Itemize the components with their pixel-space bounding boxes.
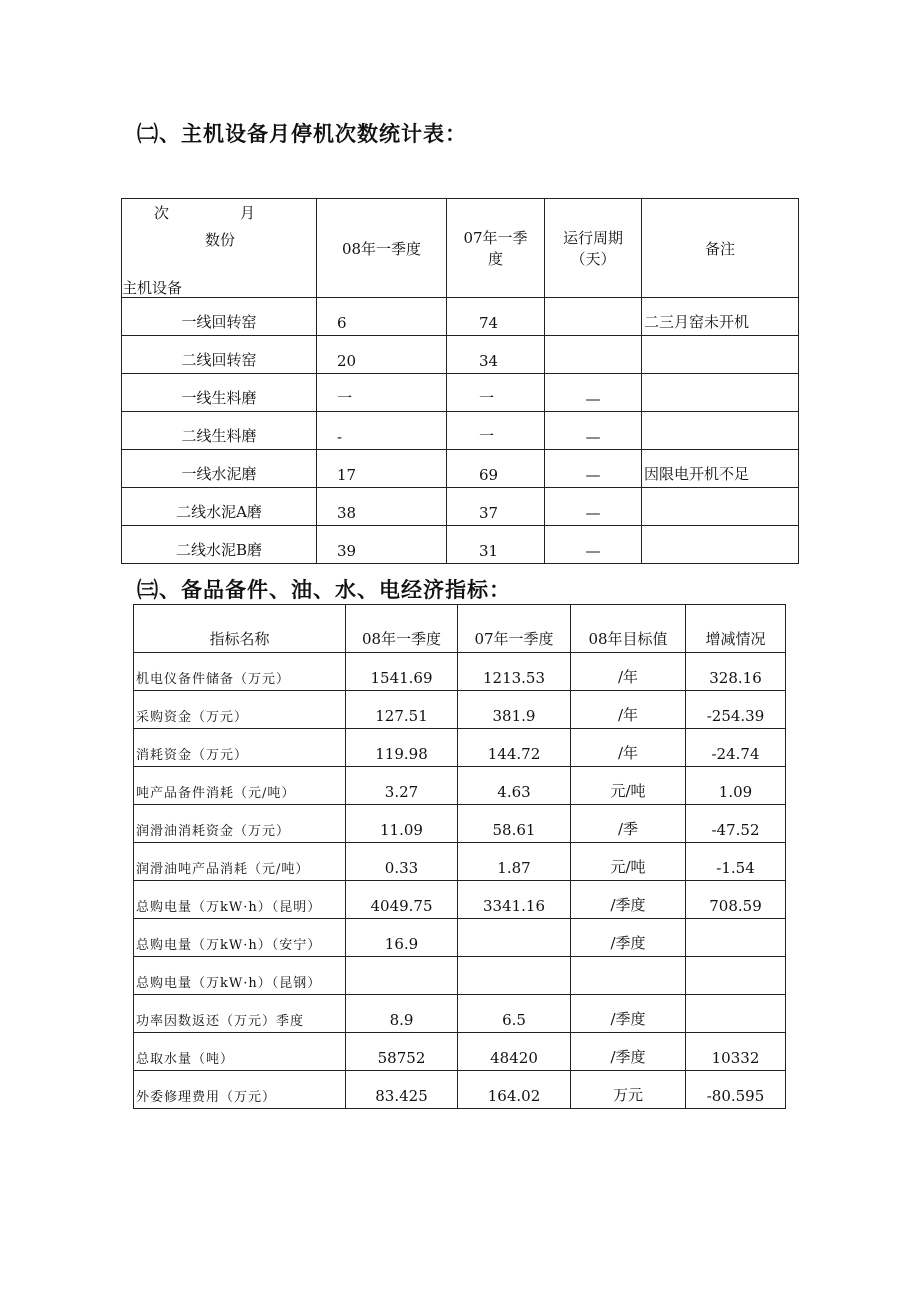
q07-count-cell: 74: [447, 298, 545, 336]
indicator-name-cell: 外委修理费用（万元）: [134, 1071, 346, 1109]
corner-header-cell: [122, 199, 317, 298]
indicator-name-cell: 采购资金（万元）: [134, 691, 346, 729]
q08-value-cell: 4049.75: [346, 881, 458, 919]
change-cell: -1.54: [686, 843, 786, 881]
q07-count-cell: 69: [447, 450, 545, 488]
indicator-name-cell: 总取水量（吨）: [134, 1033, 346, 1071]
q08-value-cell: [346, 957, 458, 995]
change-cell: 10332: [686, 1033, 786, 1071]
q07-count-cell: 一: [447, 412, 545, 450]
target-cell: /年: [571, 729, 686, 767]
cycle-cell: [545, 298, 642, 336]
cycle-cell: —: [545, 450, 642, 488]
header-target: 08年目标值: [571, 605, 686, 653]
header-q07-line2: 度: [487, 250, 503, 268]
table-row: [134, 691, 786, 729]
indicator-name-cell: 润滑油吨产品消耗（元/吨）: [134, 843, 346, 881]
target-cell: 万元: [571, 1071, 686, 1109]
q08-count-cell: 6: [317, 298, 447, 336]
indicator-name-cell: 总购电量（万kW·h）（安宁）: [134, 919, 346, 957]
table-row: [134, 805, 786, 843]
change-cell: -47.52: [686, 805, 786, 843]
table-row: [122, 298, 799, 336]
indicator-name-cell: 润滑油消耗资金（万元）: [134, 805, 346, 843]
q08-count-cell: -: [317, 412, 447, 450]
change-cell: -24.74: [686, 729, 786, 767]
table-row: [122, 336, 799, 374]
target-cell: /年: [571, 691, 686, 729]
q08-value-cell: 8.9: [346, 995, 458, 1033]
economic-indicator-table: [133, 604, 786, 1109]
note-cell: [642, 488, 799, 526]
table-row: [122, 450, 799, 488]
q08-value-cell: 119.98: [346, 729, 458, 767]
note-cell: 二三月窑未开机: [642, 298, 799, 336]
note-cell: [642, 336, 799, 374]
cycle-cell: —: [545, 526, 642, 564]
indicator-name-cell: 总购电量（万kW·h）（昆明）: [134, 881, 346, 919]
note-cell: 因限电开机不足: [642, 450, 799, 488]
change-cell: -80.595: [686, 1071, 786, 1109]
table-row: [122, 488, 799, 526]
equipment-name-cell: 一线回转窑: [122, 298, 317, 336]
q07-value-cell: 144.72: [458, 729, 571, 767]
note-cell: [642, 412, 799, 450]
header-note: 备注: [642, 199, 799, 298]
target-cell: /季度: [571, 1033, 686, 1071]
change-cell: 1.09: [686, 767, 786, 805]
q08-value-cell: 58752: [346, 1033, 458, 1071]
q07-value-cell: 58.61: [458, 805, 571, 843]
q08-value-cell: 3.27: [346, 767, 458, 805]
target-cell: 元/吨: [571, 843, 686, 881]
q08-count-cell: 38: [317, 488, 447, 526]
cycle-cell: [545, 336, 642, 374]
q08-count-cell: 20: [317, 336, 447, 374]
target-cell: /季: [571, 805, 686, 843]
header-q07-line1: 07年一季: [463, 229, 528, 247]
header-indicator-name: 指标名称: [134, 605, 346, 653]
target-cell: /年: [571, 653, 686, 691]
q07-value-cell: 48420: [458, 1033, 571, 1071]
q07-count-cell: 37: [447, 488, 545, 526]
change-cell: [686, 919, 786, 957]
table-row: [134, 653, 786, 691]
table-row: [134, 957, 786, 995]
corner-label-bottom: 主机设备: [122, 279, 183, 297]
header-q08: 08年一季度: [346, 605, 458, 653]
equipment-name-cell: 二线生料磨: [122, 412, 317, 450]
table-row: [134, 919, 786, 957]
cycle-cell: —: [545, 412, 642, 450]
section2-title: ㈡、主机设备月停机次数统计表：: [137, 121, 467, 146]
q08-value-cell: 83.425: [346, 1071, 458, 1109]
q08-value-cell: 11.09: [346, 805, 458, 843]
table-row: [134, 843, 786, 881]
q07-value-cell: 1.87: [458, 843, 571, 881]
header-cycle-line1: 运行周期: [562, 229, 623, 247]
q08-value-cell: 16.9: [346, 919, 458, 957]
table-header-row: [134, 605, 786, 653]
indicator-name-cell: 功率因数返还（万元）季度: [134, 995, 346, 1033]
equipment-name-cell: 一线水泥磨: [122, 450, 317, 488]
target-cell: /季度: [571, 881, 686, 919]
table-row: [122, 412, 799, 450]
q07-value-cell: [458, 919, 571, 957]
header-cycle: [545, 199, 642, 298]
q07-value-cell: 381.9: [458, 691, 571, 729]
corner-label-top-left: 次: [154, 204, 170, 222]
shutdown-count-table: [121, 198, 799, 564]
header-q07: [447, 199, 545, 298]
q07-value-cell: 4.63: [458, 767, 571, 805]
table-row: [134, 881, 786, 919]
equipment-name-cell: 二线水泥A磨: [122, 488, 317, 526]
change-cell: [686, 957, 786, 995]
indicator-name-cell: 消耗资金（万元）: [134, 729, 346, 767]
q08-value-cell: 1541.69: [346, 653, 458, 691]
q07-value-cell: 164.02: [458, 1071, 571, 1109]
q07-count-cell: 34: [447, 336, 545, 374]
target-cell: [571, 957, 686, 995]
q07-count-cell: 31: [447, 526, 545, 564]
change-cell: 328.16: [686, 653, 786, 691]
table-header-row: [122, 199, 799, 298]
q07-value-cell: 3341.16: [458, 881, 571, 919]
q07-value-cell: [458, 957, 571, 995]
header-cycle-line2: （天）: [570, 250, 616, 268]
header-q07: 07年一季度: [458, 605, 571, 653]
header-q08: 08年一季度: [317, 199, 447, 298]
cycle-cell: —: [545, 374, 642, 412]
change-cell: -254.39: [686, 691, 786, 729]
change-cell: [686, 995, 786, 1033]
table-row: [134, 729, 786, 767]
equipment-name-cell: 二线水泥B磨: [122, 526, 317, 564]
header-change: 增减情况: [686, 605, 786, 653]
table-row: [134, 995, 786, 1033]
q07-value-cell: 1213.53: [458, 653, 571, 691]
table-row: [122, 374, 799, 412]
corner-label-top-right: 月: [240, 204, 256, 222]
indicator-name-cell: 吨产品备件消耗（元/吨）: [134, 767, 346, 805]
equipment-name-cell: 二线回转窑: [122, 336, 317, 374]
target-cell: /季度: [571, 919, 686, 957]
table-row: [122, 526, 799, 564]
q08-count-cell: 39: [317, 526, 447, 564]
cycle-cell: —: [545, 488, 642, 526]
table-row: [134, 767, 786, 805]
q07-value-cell: 6.5: [458, 995, 571, 1033]
change-cell: 708.59: [686, 881, 786, 919]
q08-value-cell: 0.33: [346, 843, 458, 881]
q08-value-cell: 127.51: [346, 691, 458, 729]
table-row: [134, 1071, 786, 1109]
q07-count-cell: 一: [447, 374, 545, 412]
note-cell: [642, 526, 799, 564]
indicator-name-cell: 总购电量（万kW·h）（昆钢）: [134, 957, 346, 995]
target-cell: /季度: [571, 995, 686, 1033]
corner-label-mid: 数份: [205, 231, 236, 249]
table-row: [134, 1033, 786, 1071]
q08-count-cell: 一: [317, 374, 447, 412]
indicator-name-cell: 机电仪备件储备（万元）: [134, 653, 346, 691]
note-cell: [642, 374, 799, 412]
equipment-name-cell: 一线生料磨: [122, 374, 317, 412]
q08-count-cell: 17: [317, 450, 447, 488]
section3-title: ㈢、备品备件、油、水、电经济指标：: [137, 577, 511, 602]
target-cell: 元/吨: [571, 767, 686, 805]
